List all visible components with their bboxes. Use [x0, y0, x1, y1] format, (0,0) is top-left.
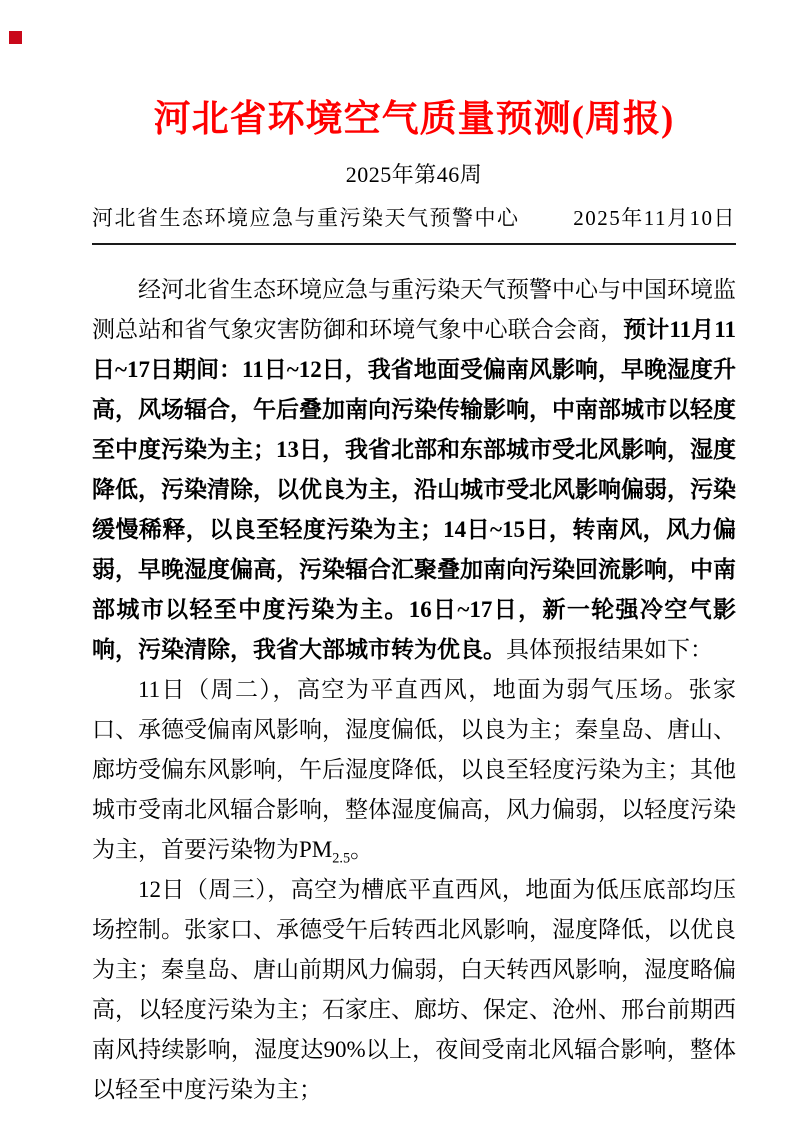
issuing-agency: 河北省生态环境应急与重污染天气预警中心: [92, 206, 520, 231]
paragraph-day11-forecast: [92, 670, 736, 870]
document-title: 河北省环境空气质量预测(周报): [153, 99, 675, 140]
pm25-subscript: 2.5: [332, 850, 351, 867]
summary-tail-text: 具体预报结果如下：: [506, 637, 713, 663]
red-square-marker: [9, 31, 22, 44]
summary-bold-forecast: 预计11月11日~17日期间：11日~12日，我省地面受偏南风影响，早晚湿度升高，风场辐合，午后叠加南向污染传输影响，中南部城市以轻度至中度污染为主；13日，我省北部和东部城市受北风影响，湿度降低，污染清除，以优良为主，沿山城市受北风影响偏弱，污染缓慢稀释，以良至轻度污染为主；14日~15日，转南风，风力偏弱，早晚湿度偏高，污染辐合汇聚叠加南向污染回流影响，中南部城市以轻至中度污染为主。16日~17日，新一轮强冷空气影响，污染清除，我省大部城市转为优良。: [92, 317, 736, 663]
header-divider: [92, 243, 736, 245]
report-body: [92, 270, 736, 1110]
summary-lead-text: 经河北省生态环境应急与重污染天气预警中心与中国环境监测总站和省气象灾害防御和环境气象中心联合会商，: [92, 277, 736, 343]
week-subtitle: 2025年第46周: [345, 162, 483, 188]
issuer-row: [92, 202, 736, 232]
day11-period: 。: [350, 837, 374, 863]
day12-text: 12日（周三），高空为槽底平直西风，地面为低压底部均压场控制。张家口、承德受午后转西北风影响，湿度降低，以优良为主；秦皇岛、唐山前期风力偏弱，白天转西风影响，湿度略偏高，以轻度污染为主；石家庄、廊坊、保定、沧州、邢台前期西南风持续影响，湿度达90%以上，夜间受南北风辐合影响，整体以轻至中度污染为主；: [92, 877, 736, 1103]
pm25-base: PM: [299, 837, 333, 863]
issue-date: 2025年11月10日: [573, 206, 736, 231]
day11-text: 11日（周二），高空为平直西风，地面为弱气压场。张家口、承德受偏南风影响，湿度偏低，以良为主；秦皇岛、唐山、廊坊受偏东风影响，午后湿度降低，以良至轻度污染为主；其他城市受南北风辐合影响，整体湿度偏高，风力偏弱，以轻度污染为主，首要污染物为: [92, 677, 736, 863]
paragraph-forecast-summary: [92, 270, 736, 670]
paragraph-day12-forecast: [92, 870, 736, 1110]
